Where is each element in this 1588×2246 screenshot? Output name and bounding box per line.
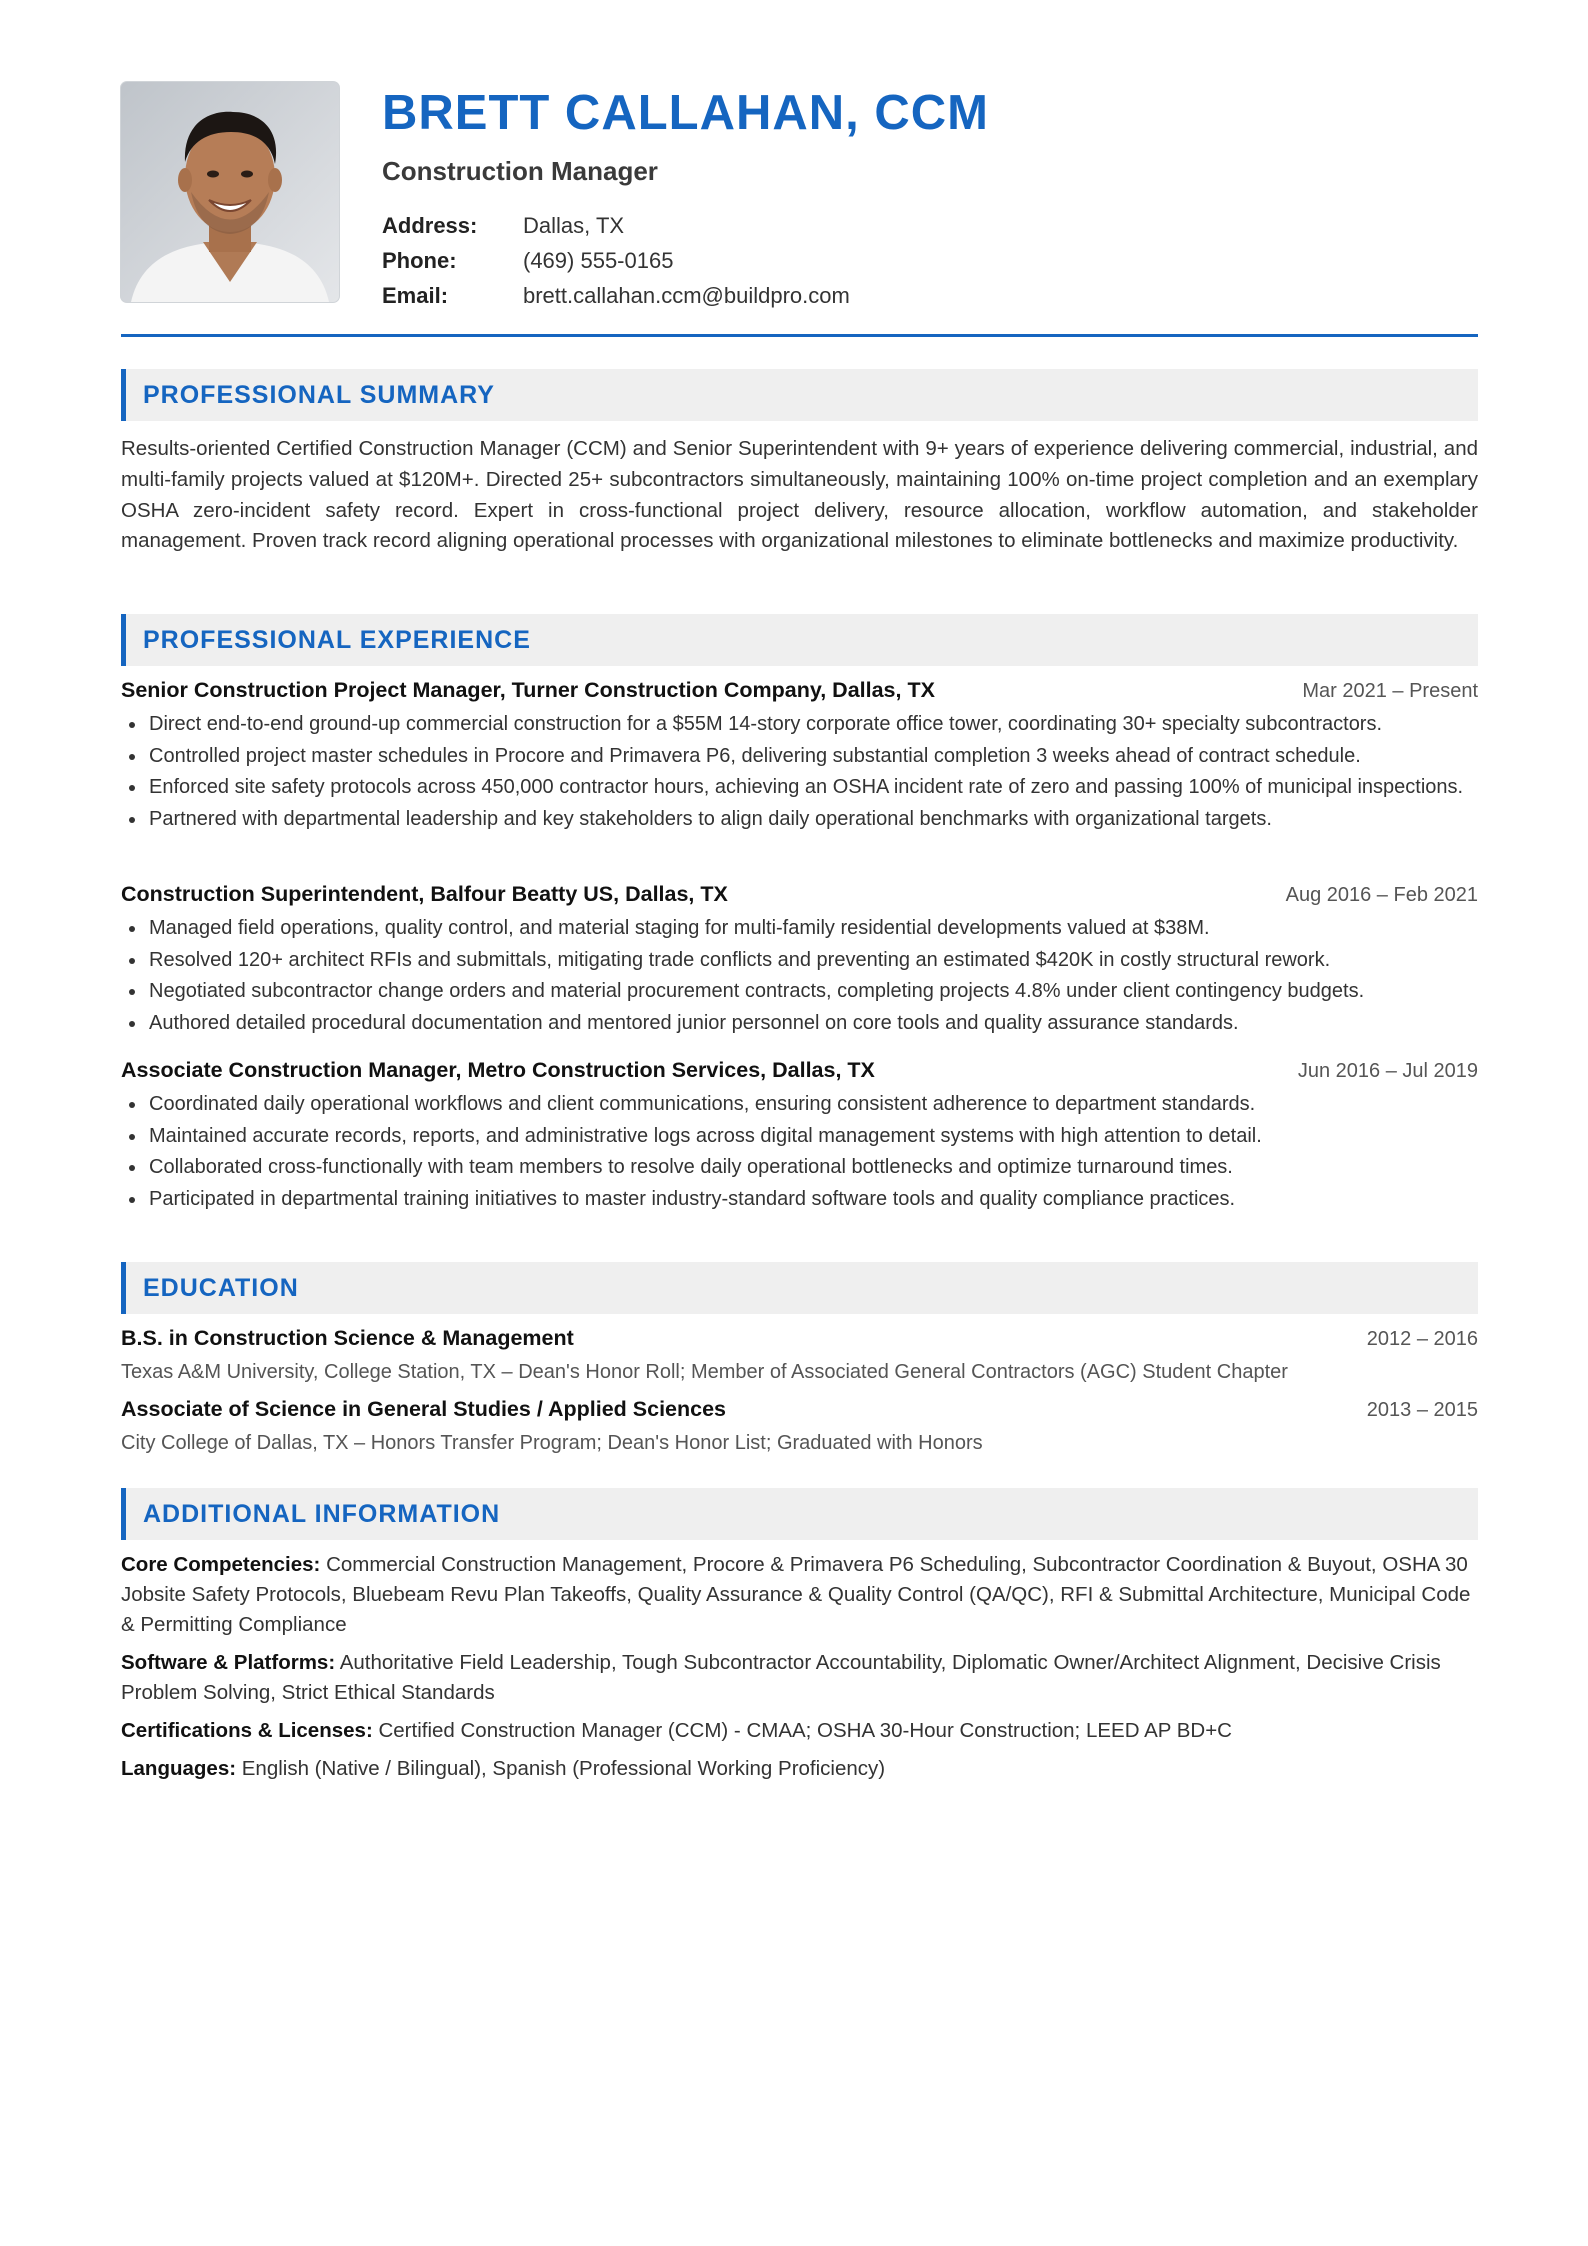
experience-entry	[121, 1058, 1478, 1216]
education-dates: 2013 – 2015	[1366, 1399, 1478, 1421]
education-dates: 2012 – 2016	[1366, 1328, 1478, 1350]
info-certifications	[121, 1716, 1478, 1746]
experience-entry	[121, 882, 1478, 1040]
education-detail: City College of Dallas, TX – Honors Transfer Program; Dean's Honor List; Graduated with Honors	[121, 1432, 983, 1454]
contact-label: Email:	[382, 282, 449, 308]
section-heading-summary: PROFESSIONAL SUMMARY	[121, 369, 1478, 421]
info-label: Software & Platforms:	[121, 1651, 336, 1674]
bullet-item: Collaborated cross-functionally with team members to resolve daily operational bottlenecks and optimize turnaround times.	[121, 1153, 1478, 1183]
info-label: Languages:	[121, 1757, 237, 1780]
education-entry	[121, 1397, 1478, 1458]
job-role: Senior Construction Project Manager, Turner Construction Company, Dallas, TX	[121, 678, 935, 702]
info-value: Certified Construction Manager (CCM) - CMAA; OSHA 30-Hour Construction; LEED AP BD+C	[378, 1719, 1232, 1742]
bullet-item: Participated in departmental training initiatives to master industry-standard software tools and quality compliance practices.	[121, 1185, 1478, 1215]
job-title: Construction Manager	[382, 156, 658, 186]
contact-label: Phone:	[382, 247, 457, 273]
bullet-list	[121, 914, 1478, 1038]
section-heading-experience: PROFESSIONAL EXPERIENCE	[121, 614, 1478, 666]
education-detail: Texas A&M University, College Station, TX – Dean's Honor Roll; Member of Associated General Contractors (AGC) Student Chapter	[121, 1361, 1288, 1383]
bullet-list	[121, 1090, 1478, 1214]
bullet-list	[121, 710, 1478, 834]
bullet-item: Maintained accurate records, reports, and administrative logs across digital management systems with high attention to detail.	[121, 1122, 1478, 1152]
job-role: Associate Construction Manager, Metro Construction Services, Dallas, TX	[121, 1058, 875, 1082]
info-label: Certifications & Licenses:	[121, 1719, 373, 1742]
profile-photo	[121, 82, 339, 302]
contact-email	[382, 278, 850, 313]
bullet-item: Resolved 120+ architect RFIs and submittals, mitigating trade conflicts and preventing an estimated $420K in costly structural rework.	[121, 946, 1478, 976]
job-dates: Mar 2021 – Present	[1302, 680, 1478, 702]
contact-phone	[382, 243, 850, 278]
contact-address	[382, 208, 850, 243]
summary-text: Results-oriented Certified Construction Manager (CCM) and Senior Superintendent with 9+ years of experience delivering commercial, industrial, and multi-family projects valued at $120M+. Directed 25+ subcontractors simultaneously, maintaining 100% on-time project completion and an exemplary OSHA zero-incident safety record. Expert in cross-functional project delivery, resource allocation, workflow automation, and stakeholder management. Proven track record aligning operational processes with organizational milestones to eliminate bottlenecks and maximize productivity.	[121, 437, 1478, 553]
bullet-item: Partnered with departmental leadership and key stakeholders to align daily operational benchmarks with organizational targets.	[121, 805, 1478, 835]
contact-info	[382, 208, 850, 313]
bullet-item: Controlled project master schedules in Procore and Primavera P6, delivering substantial completion 3 weeks ahead of contract schedule.	[121, 742, 1478, 772]
bullet-item: Direct end-to-end ground-up commercial construction for a $55M 14-story corporate office tower, coordinating 30+ specialty subcontractors.	[121, 710, 1478, 740]
info-label: Core Competencies:	[121, 1553, 321, 1576]
header-divider	[121, 334, 1478, 337]
bullet-item: Authored detailed procedural documentation and mentored junior personnel on core tools and quality assurance standards.	[121, 1009, 1478, 1039]
job-dates: Aug 2016 – Feb 2021	[1285, 884, 1478, 906]
email-link[interactable]: brett.callahan.ccm@buildpro.com	[523, 282, 850, 308]
phone-value: (469) 555-0165	[523, 247, 674, 273]
bullet-item: Managed field operations, quality control, and material staging for multi-family residential developments valued at $38M.	[121, 914, 1478, 944]
candidate-name: BRETT CALLAHAN, CCM	[382, 86, 989, 140]
section-heading-additional: ADDITIONAL INFORMATION	[121, 1488, 1478, 1540]
info-languages	[121, 1754, 1478, 1784]
info-core-competencies	[121, 1550, 1478, 1640]
contact-label: Address:	[382, 212, 478, 238]
bullet-item: Coordinated daily operational workflows and client communications, ensuring consistent adherence to department standards.	[121, 1090, 1478, 1120]
bullet-item: Enforced site safety protocols across 450,000 contractor hours, achieving an OSHA incident rate of zero and passing 100% of municipal inspections.	[121, 773, 1478, 803]
job-dates: Jun 2016 – Jul 2019	[1297, 1060, 1478, 1082]
degree-title: B.S. in Construction Science & Management	[121, 1326, 574, 1350]
job-role: Construction Superintendent, Balfour Beatty US, Dallas, TX	[121, 882, 728, 906]
experience-entry	[121, 678, 1478, 836]
degree-title: Associate of Science in General Studies / Applied Sciences	[121, 1397, 727, 1421]
info-value: Commercial Construction Management, Procore & Primavera P6 Scheduling, Subcontractor Coordination & Buyout, OSHA 30 Jobsite Safety Protocols, Bluebeam Revu Plan Takeoffs, Quality Assurance & Quality Control (QA/QC), RFI & Submittal Architecture, Municipal Code & Permitting Compliance	[121, 1553, 1471, 1636]
additional-info	[121, 1550, 1478, 1792]
info-value: English (Native / Bilingual), Spanish (Professional Working Proficiency)	[241, 1757, 886, 1780]
section-heading-education: EDUCATION	[121, 1262, 1478, 1314]
address-value: Dallas, TX	[523, 212, 625, 238]
info-value: Authoritative Field Leadership, Tough Subcontractor Accountability, Diplomatic Owner/Architect Alignment, Decisive Crisis Problem Solving, Strict Ethical Standards	[121, 1651, 1441, 1704]
info-software	[121, 1648, 1478, 1708]
bullet-item: Negotiated subcontractor change orders and material procurement contracts, completing projects 4.8% under client contingency budgets.	[121, 977, 1478, 1007]
education-entry	[121, 1326, 1478, 1387]
